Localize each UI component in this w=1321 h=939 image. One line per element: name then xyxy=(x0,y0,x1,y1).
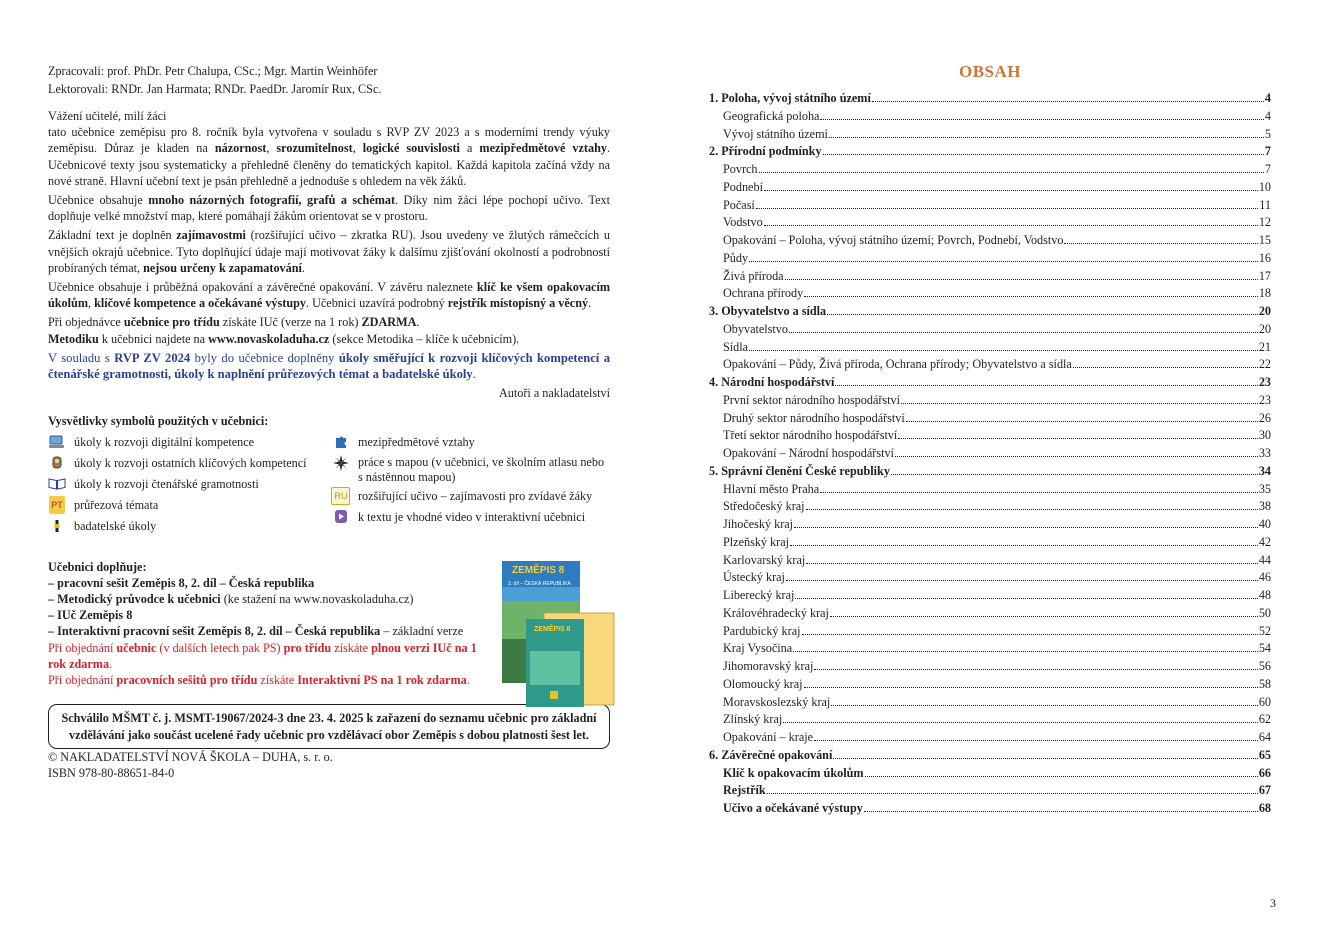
toc-entry-page: 68 xyxy=(1258,801,1271,815)
toc-dot-leader xyxy=(820,492,1258,493)
toc-entry-label: První sektor národního hospodářství xyxy=(723,392,901,407)
supplement-item: – Metodický průvodce k učebnici (ke stažení na www.novaskoladuha.cz) xyxy=(48,592,414,607)
magnifier-icon xyxy=(48,518,66,534)
toc-entry-label: Sídla xyxy=(723,339,749,354)
toc-entry[interactable] xyxy=(709,587,1271,605)
toc-entry-page: 62 xyxy=(1258,712,1271,727)
toc-entry[interactable] xyxy=(709,90,1271,108)
toc-entry-page: 15 xyxy=(1258,233,1271,247)
order-note-1: Při objednání učebnic (v dalších letech pak PS) pro třídu získáte plnou verzi IUč na 1 rok zdarma. xyxy=(48,640,477,671)
toc-entry[interactable] xyxy=(709,143,1271,161)
toc-entry-label: Druhý sektor národního hospodářství xyxy=(723,410,905,425)
toc-entry-label: Moravskoslezský kraj xyxy=(723,694,831,709)
toc-entry[interactable] xyxy=(709,729,1271,747)
intro-paragraph-7: V souladu s RVP ZV 2024 byly do učebnice doplněny úkoly směřující k rozvoji klíčových kompetencí a čtenářské gramotnosti, úkoly k naplnění průřezových témat a badatelské úkoly. xyxy=(48,350,610,382)
legend-item: PT průřezová témata xyxy=(48,497,332,518)
toc-entry-page: 54 xyxy=(1258,641,1271,656)
toc-list xyxy=(709,90,1271,818)
toc-entry-label: Pardubický kraj xyxy=(723,623,801,638)
supplement-text xyxy=(48,559,496,689)
legend-item: mezipředmětové vztahy xyxy=(332,434,610,455)
toc-entry-label: 4. Národní hospodářství xyxy=(709,375,835,389)
copyright: © NAKLADATELSTVÍ NOVÁ ŠKOLA – DUHA, s. r. o. xyxy=(48,750,333,765)
toc-entry-label: 5. Správní členění České republiky xyxy=(709,463,890,478)
legend-item: úkoly k rozvoji čtenářské gramotnosti xyxy=(48,476,332,497)
toc-dot-leader xyxy=(764,225,1258,226)
toc-entry[interactable] xyxy=(709,676,1271,694)
toc-entry-page: 4 xyxy=(1264,108,1271,123)
toc-dot-leader xyxy=(749,261,1258,262)
toc-entry[interactable] xyxy=(709,605,1271,623)
toc-dot-leader xyxy=(891,474,1258,475)
toc-entry-label: Opakování – Poloha, vývoj státního území; Povrch, Podnebí, Vodstvo xyxy=(723,233,1064,247)
toc-dot-leader xyxy=(749,350,1258,351)
toc-entry-page: 17 xyxy=(1258,268,1271,283)
toc-dot-leader xyxy=(898,438,1257,439)
toc-entry[interactable] xyxy=(709,569,1271,587)
toc-dot-leader xyxy=(794,527,1258,528)
order-note-2: Při objednání pracovních sešitů pro třídu získáte Interaktivní PS na 1 rok zdarma. xyxy=(48,673,470,688)
credits xyxy=(48,62,610,98)
intro-paragraph-6: Metodiku k učebnici najdete na www.novaskoladuha.cz (sekce Metodika – klíče k učebnicím). xyxy=(48,331,520,346)
toc-entry-page: 23 xyxy=(1258,392,1271,407)
authors-line: Zpracovali: prof. PhDr. Petr Chalupa, CSc.; Mgr. Martin Weinhöfer xyxy=(48,64,378,78)
toc-entry[interactable] xyxy=(709,445,1271,463)
legend-item: úkoly k rozvoji ostatních klíčových kompetencí xyxy=(48,455,332,476)
toc-entry-label: 1. Poloha, vývoj státního území xyxy=(709,91,871,105)
toc-entry-label: Rejstřík xyxy=(723,783,766,798)
toc-entry[interactable] xyxy=(709,481,1271,499)
toc-entry-label: Olomoucký kraj xyxy=(723,676,803,691)
toc-entry-page: 22 xyxy=(1258,357,1271,372)
toc-entry-label: Vodstvo xyxy=(723,215,763,230)
toc-dot-leader xyxy=(802,634,1258,635)
supplement-item: – IUč Zeměpis 8 xyxy=(48,608,133,623)
toc-entry[interactable] xyxy=(709,623,1271,641)
puzzle-icon xyxy=(332,434,350,450)
legend-title: Vysvětlivky symbolů použitých v učebnici: xyxy=(48,414,269,429)
toc-entry[interactable] xyxy=(709,250,1271,268)
intro-paragraph-5: Při objednávce učebnice pro třídu získáte IUč (verze na 1 rok) ZDARMA. xyxy=(48,315,420,330)
toc-entry-page: 60 xyxy=(1258,694,1271,709)
toc-dot-leader xyxy=(829,137,1264,138)
toc-entry-label: Geografická poloha xyxy=(723,108,820,123)
toc-entry-page: 35 xyxy=(1258,481,1271,496)
toc-entry-page: 5 xyxy=(1264,126,1271,141)
toc-entry-label: Podnebí xyxy=(723,179,763,194)
legend-item: úkoly k rozvoji digitální kompetence xyxy=(48,434,332,455)
toc-entry[interactable] xyxy=(709,694,1271,712)
toc-entry[interactable] xyxy=(709,126,1271,144)
toc-dot-leader xyxy=(833,758,1257,759)
supplement-item: – pracovní sešit Zeměpis 8, 2. díl – Česká republika xyxy=(48,575,315,590)
legend-item: badatelské úkoly xyxy=(48,518,332,539)
wrench-icon xyxy=(48,455,66,471)
toc-entry-label: Královéhradecký kraj xyxy=(723,605,829,620)
toc-entry[interactable] xyxy=(709,374,1271,392)
toc-entry-page: 11 xyxy=(1259,197,1271,212)
toc-entry-page: 10 xyxy=(1258,179,1271,194)
toc-entry-label: Karlovarský kraj xyxy=(723,552,806,567)
toc-dot-leader xyxy=(759,172,1264,173)
toc-entry-page: 46 xyxy=(1258,570,1271,585)
toc-entry[interactable] xyxy=(709,108,1271,126)
toc-entry-label: Třetí sektor národního hospodářství xyxy=(723,428,898,443)
toc-dot-leader xyxy=(804,296,1258,297)
toc-entry[interactable] xyxy=(709,410,1271,428)
toc-entry-page: 40 xyxy=(1258,517,1271,531)
toc-dot-leader xyxy=(767,793,1258,794)
toc-entry-page: 33 xyxy=(1258,446,1271,460)
toc-dot-leader xyxy=(786,580,1258,581)
toc-entry[interactable] xyxy=(709,640,1271,658)
legend xyxy=(48,434,610,539)
toc-dot-leader xyxy=(895,456,1258,457)
toc-dot-leader xyxy=(827,314,1258,315)
book-covers-image xyxy=(502,561,616,707)
toc-entry[interactable] xyxy=(709,534,1271,552)
toc-entry-label: Opakování – kraje xyxy=(723,730,814,744)
toc-entry[interactable] xyxy=(709,161,1271,179)
toc-entry-page: 38 xyxy=(1258,499,1271,514)
toc-entry[interactable] xyxy=(709,197,1271,215)
toc-entry-page: 65 xyxy=(1258,747,1271,762)
toc-entry-label: Klíč k opakovacím úkolům xyxy=(723,765,864,780)
toc-entry-label: Plzeňský kraj xyxy=(723,534,790,549)
toc-entry-label: Opakování – Půdy, Živá příroda, Ochrana přírody; Obyvatelstvo a sídla xyxy=(723,357,1072,372)
toc-dot-leader xyxy=(793,651,1258,652)
ru-badge-icon: RU xyxy=(332,488,350,504)
toc-entry-page: 18 xyxy=(1258,286,1271,301)
toc-entry-label: 6. Závěrečné opakování xyxy=(709,747,833,762)
toc-dot-leader xyxy=(804,687,1258,688)
toc-entry[interactable] xyxy=(709,214,1271,232)
toc-entry[interactable] xyxy=(709,392,1271,410)
toc-entry-label: Počasí xyxy=(723,197,755,212)
toc-dot-leader xyxy=(806,563,1258,564)
toc-entry-label: Jihomoravský kraj xyxy=(723,659,814,673)
video-icon xyxy=(332,509,350,525)
toc-entry-label: Živá příroda xyxy=(723,268,784,283)
computer-icon xyxy=(48,434,66,450)
toc-entry-page: 34 xyxy=(1258,463,1271,478)
legend-item: RU rozšiřující učivo – zajímavosti pro zvídavé žáky xyxy=(332,488,610,509)
compass-star-icon xyxy=(332,455,350,471)
toc-dot-leader xyxy=(901,403,1258,404)
toc-entry-label: Hlavní město Praha xyxy=(723,481,820,496)
toc-entry-label: Obyvatelstvo xyxy=(723,321,788,336)
toc-entry-page: 26 xyxy=(1258,410,1271,425)
toc-entry-label: Zlínský kraj xyxy=(723,712,783,727)
toc-entry-label: Kraj Vysočina xyxy=(723,641,793,656)
toc-entry[interactable] xyxy=(709,268,1271,286)
toc-entry-page: 56 xyxy=(1258,659,1271,673)
toc-entry-page: 4 xyxy=(1264,91,1271,105)
toc-dot-leader xyxy=(831,705,1258,706)
toc-entry-label: Ochrana přírody xyxy=(723,286,804,301)
legend-column-left xyxy=(48,434,332,539)
toc-entry-page: 16 xyxy=(1258,250,1271,265)
toc-entry-label: Středočeský kraj xyxy=(723,499,805,514)
intro-paragraph-1: tato učebnice zeměpisu pro 8. ročník byla vytvořena v souladu s RVP ZV 2023 a s moderními trendy výuky zeměpisu. Důraz je kladen na názornost, srozumitelnost, logické souvislosti a mezipředmětové vztahy. Učebnicové texty jsou systematicky a přehledně členěny do tematických kapitol. Každá kapitola začíná vždy na nové straně. Hlavní učební text je psán přehledně a jednoduše s ohledem na věk žáků. xyxy=(48,125,610,188)
toc-entry-label: Povrch xyxy=(723,162,758,176)
toc-entry-label: Jihočeský kraj xyxy=(723,517,794,531)
pt-badge-icon: PT xyxy=(48,497,66,513)
toc-entry-page: 48 xyxy=(1258,588,1271,602)
toc-dot-leader xyxy=(783,722,1258,723)
toc-entry-page: 20 xyxy=(1258,304,1271,318)
toc-entry-label: 3. Obyvatelstvo a sídla xyxy=(709,304,827,318)
toc-entry-label: Opakování – Národní hospodářství xyxy=(723,446,894,460)
toc-entry-page: 20 xyxy=(1258,321,1271,336)
toc-dot-leader xyxy=(1064,243,1257,244)
legend-item: k textu je vhodné video v interaktivní učebnici xyxy=(332,509,610,530)
toc-dot-leader xyxy=(764,190,1258,191)
toc-dot-leader xyxy=(756,208,1258,209)
open-book-icon xyxy=(48,476,66,492)
toc-entry[interactable] xyxy=(709,285,1271,303)
toc-entry-label: 2. Přírodní podmínky xyxy=(709,144,822,159)
greeting: Vážení učitelé, milí žáci xyxy=(48,109,167,123)
toc-entry[interactable] xyxy=(709,321,1271,339)
toc-dot-leader xyxy=(789,332,1258,333)
legend-item: práce s mapou (v učebnici, ve školním atlasu nebo s nástěnnou mapou) xyxy=(332,455,610,488)
toc-entry-page: 7 xyxy=(1264,144,1271,159)
toc-entry-page: 52 xyxy=(1258,623,1271,638)
toc-entry[interactable] xyxy=(709,498,1271,516)
isbn: ISBN 978-80-88651-84-0 xyxy=(48,766,175,781)
toc-dot-leader xyxy=(806,509,1258,510)
toc-entry-page: 21 xyxy=(1258,339,1271,354)
table-of-contents xyxy=(709,62,1271,818)
toc-dot-leader xyxy=(795,598,1257,599)
toc-entry[interactable] xyxy=(709,800,1271,818)
toc-entry[interactable] xyxy=(709,356,1271,374)
toc-entry[interactable] xyxy=(709,552,1271,570)
toc-entry[interactable] xyxy=(709,765,1271,783)
approval-notice: Schválilo MŠMT č. j. MSMT-19067/2024-3 dne 23. 4. 2025 k zařazení do seznamu učebnic pro základní vzdělávání jako součást ucelené řady učebnic pro vzdělávací obor Zeměpis s dobou platnosti šest let. xyxy=(48,704,610,749)
reviewers-line: Lektorovali: RNDr. Jan Harmata; RNDr. PaedDr. Jaromír Rux, CSc. xyxy=(48,82,382,96)
intro-paragraph-4: Učebnice obsahuje i průběžná opakování a závěrečné opakování. V závěru naleznete klíč ke všem opakovacím úkolům, klíčové kompetence a očekávané výstupy. Učebnici uzavírá podrobný rejstřík místopisný a věcný. xyxy=(48,280,610,311)
supplement-section xyxy=(48,559,610,689)
toc-dot-leader xyxy=(790,545,1258,546)
toc-dot-leader xyxy=(823,154,1264,155)
toc-dot-leader xyxy=(835,385,1257,386)
toc-entry-label: Učivo a očekávané výstupy xyxy=(723,801,863,815)
toc-entry[interactable] xyxy=(709,747,1271,765)
toc-entry-page: 50 xyxy=(1258,605,1271,620)
toc-entry-page: 64 xyxy=(1258,730,1271,744)
toc-entry-label: Vývoj státního území xyxy=(723,126,828,141)
toc-entry-page: 30 xyxy=(1258,428,1271,443)
toc-entry[interactable] xyxy=(709,427,1271,445)
supplement-item: – Interaktivní pracovní sešit Zeměpis 8, 2. díl – Česká republika – základní verze xyxy=(48,624,464,639)
toc-entry[interactable] xyxy=(709,339,1271,357)
toc-entry-page: 44 xyxy=(1258,552,1271,567)
toc-entry-page: 42 xyxy=(1258,534,1271,549)
supplement-title: Učebnici doplňuje: xyxy=(48,559,147,574)
toc-entry-label: Ústecký kraj xyxy=(723,570,785,585)
toc-entry-page: 67 xyxy=(1258,783,1271,798)
workbook-cover-title: ZEMĚPIS 8 xyxy=(534,625,571,633)
book-cover-subtitle: 2. díl – ČESKÁ REPUBLIKA xyxy=(508,580,571,587)
legend-column-right xyxy=(332,434,610,539)
toc-entry-page: 12 xyxy=(1258,215,1271,230)
toc-entry[interactable] xyxy=(709,179,1271,197)
toc-dot-leader xyxy=(785,279,1258,280)
toc-dot-leader xyxy=(814,740,1258,741)
toc-dot-leader xyxy=(814,669,1257,670)
toc-dot-leader xyxy=(865,776,1258,777)
toc-entry[interactable] xyxy=(709,711,1271,729)
toc-entry[interactable] xyxy=(709,516,1271,534)
toc-entry-label: Půdy xyxy=(723,250,749,265)
toc-entry-page: 23 xyxy=(1258,375,1271,389)
toc-entry[interactable] xyxy=(709,658,1271,676)
toc-entry[interactable] xyxy=(709,232,1271,250)
toc-dot-leader xyxy=(1073,367,1258,368)
intro-paragraph-2: Učebnice obsahuje mnoho názorných fotografií, grafů a schémat. Díky nim žáci lépe pochopí učivo. Text doplňuje velké množství map, které pomáhají žákům orientovat se v prostoru. xyxy=(48,193,610,224)
toc-entry-page: 58 xyxy=(1258,676,1271,691)
signature: Autoři a nakladatelství xyxy=(498,386,610,401)
book-cover-title: ZEMĚPIS 8 xyxy=(512,564,565,576)
toc-entry[interactable] xyxy=(709,782,1271,800)
toc-dot-leader xyxy=(872,101,1264,102)
toc-entry-label: Liberecký kraj xyxy=(723,588,795,602)
left-page xyxy=(48,62,610,782)
toc-dot-leader xyxy=(830,616,1258,617)
toc-entry[interactable] xyxy=(709,463,1271,481)
toc-entry-page: 7 xyxy=(1264,162,1271,176)
toc-dot-leader xyxy=(906,421,1258,422)
toc-entry-page: 66 xyxy=(1258,765,1271,780)
toc-entry[interactable] xyxy=(709,303,1271,321)
toc-title: OBSAH xyxy=(958,62,1022,81)
page-number: 3 xyxy=(1270,896,1276,910)
intro-paragraph-3: Základní text je doplněn zajímavostmi (rozšiřující učivo – zkratka RU). Jsou uvedeny ve žlutých rámečcích u vnějších okrajů učebnice. Tyto doplňující údaje mají motivovat žáky k dalšímu zjišťování okolností a podrobností probíraných témat, nejsou určeny k zapamatování. xyxy=(48,228,611,275)
toc-dot-leader xyxy=(820,119,1263,120)
toc-dot-leader xyxy=(864,811,1258,812)
